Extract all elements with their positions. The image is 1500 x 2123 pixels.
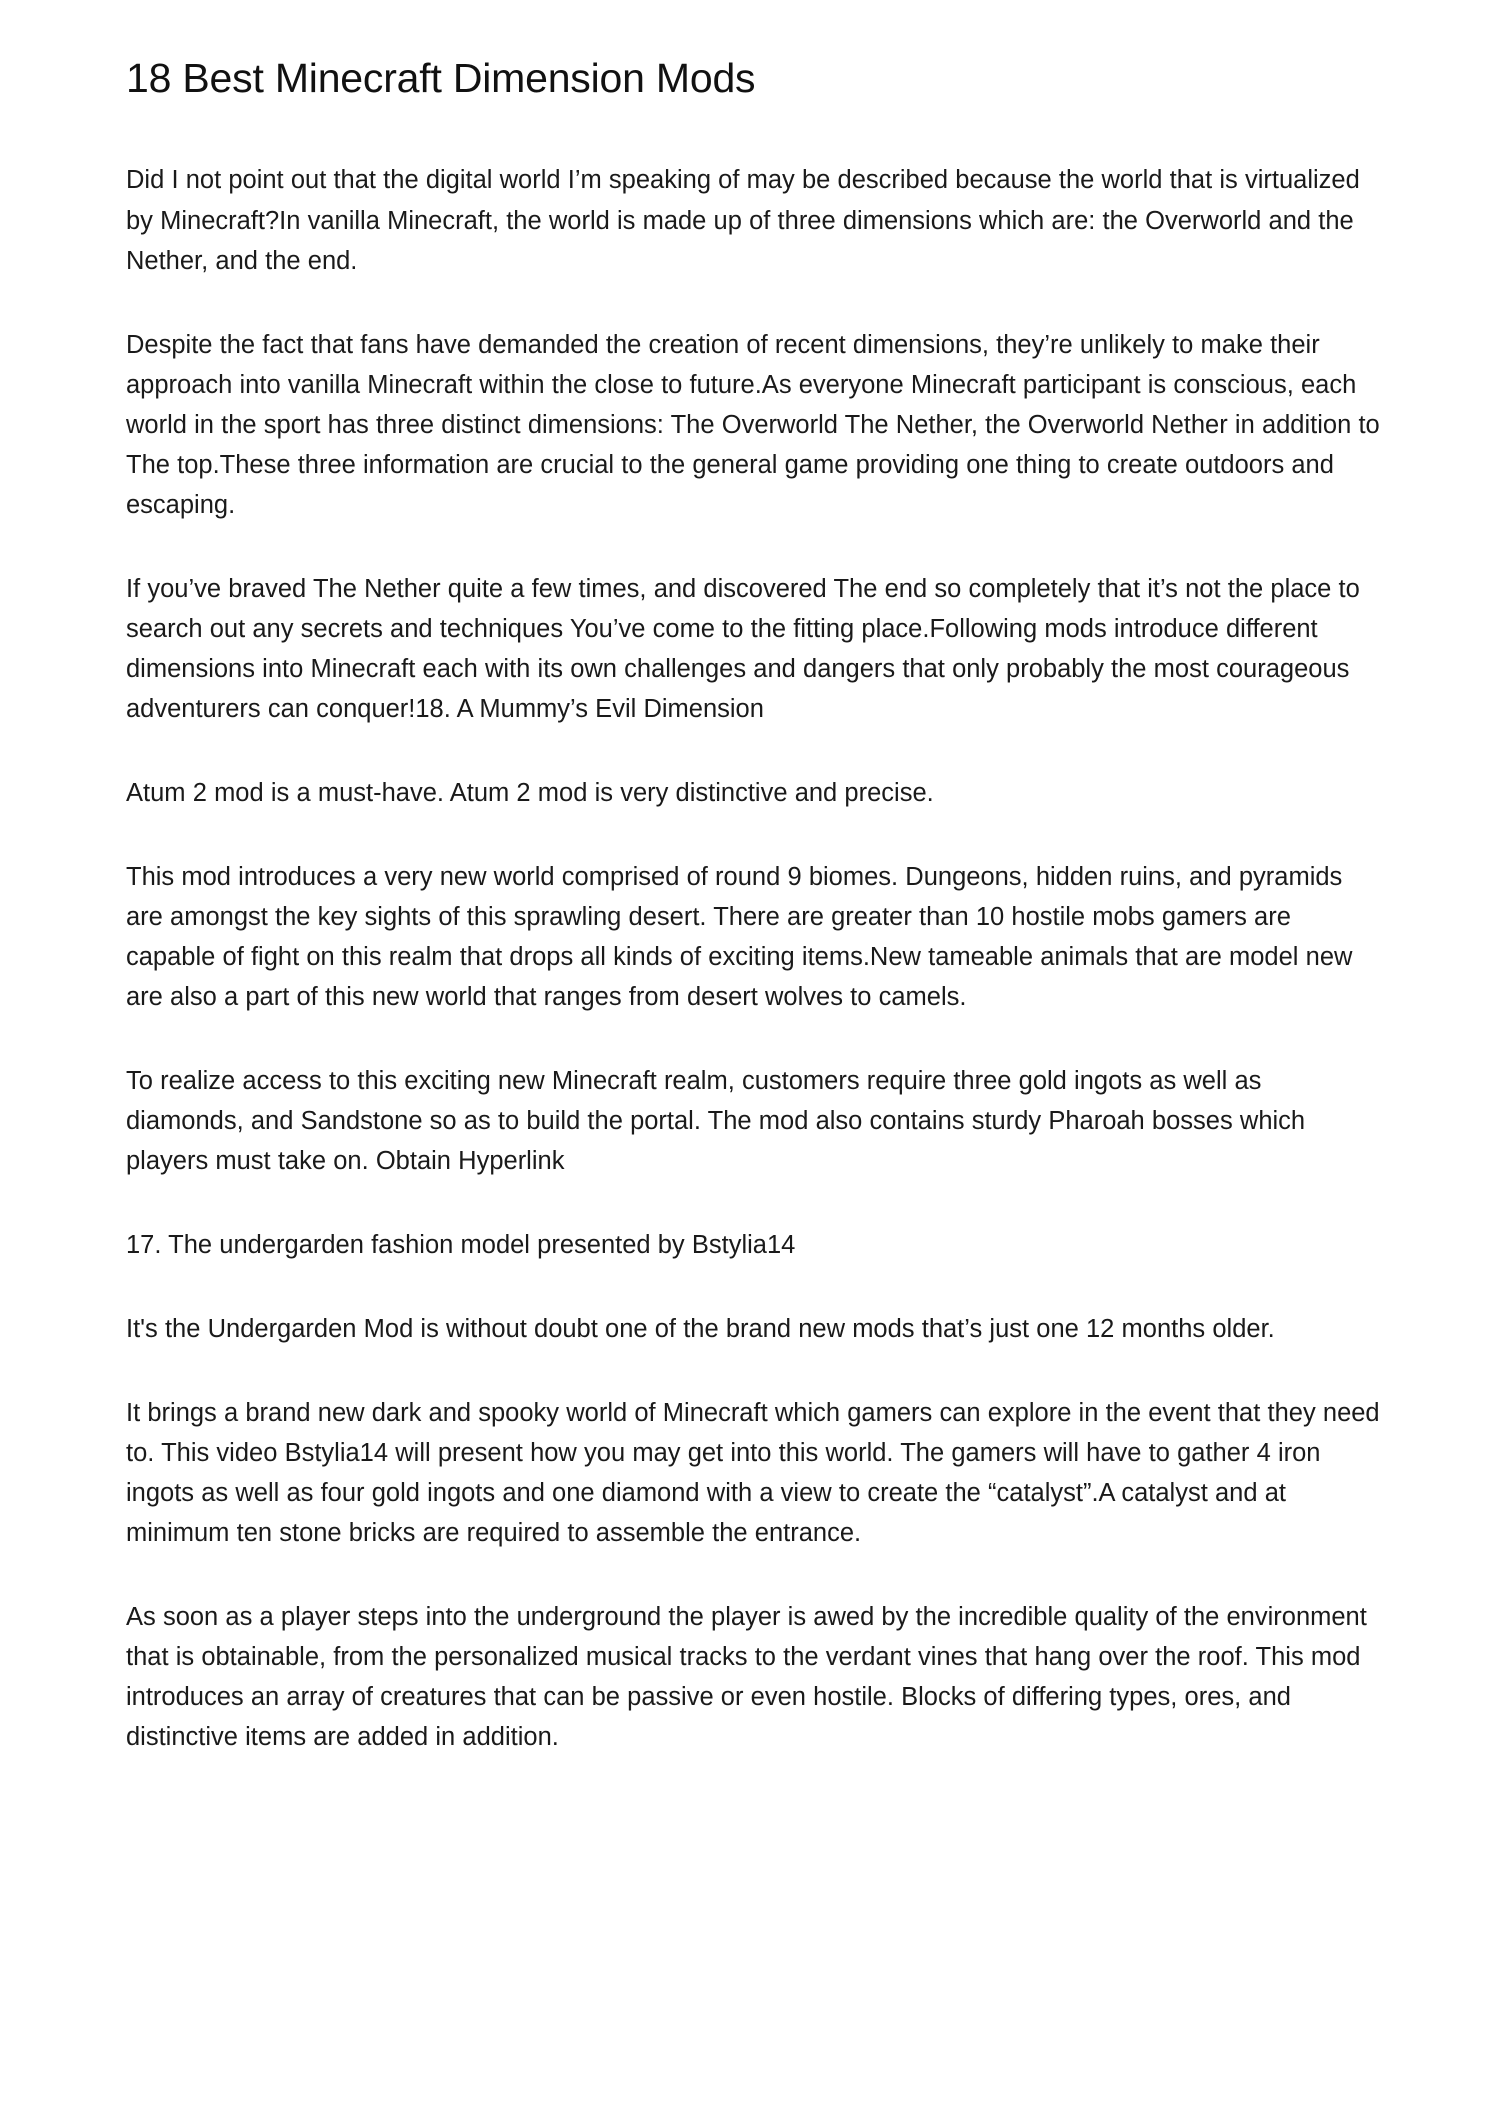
section-heading-17: 17. The undergarden fashion model presented by Bstylia14 xyxy=(126,1231,796,1260)
body-paragraph: Atum 2 mod is a must-have. Atum 2 mod is very distinctive and precise. xyxy=(126,778,934,807)
body-paragraph: If you’ve braved The Nether quite a few times, and discovered The end so completely that it’s not the place to search out any secrets and techniques You’ve come to the fitting place.Following mods introduce different dimensions into Minecraft each with its own challenges and dangers that only probably the most courageous adventurers can conquer!18. A Mummy’s Evil Dimension xyxy=(126,574,1360,723)
body-paragraph: To realize access to this exciting new Minecraft realm, customers require three gold ingots as well as diamonds, and Sandstone so as to build the portal. The mod also contains sturdy Pharoah bosses which players must take on. Obtain Hyperlink xyxy=(126,1067,1306,1176)
body-paragraph: As soon as a player steps into the underground the player is awed by the incredible quality of the environment that is obtainable, from the personalized musical tracks to the verdant vines that hang over the roof. This mod introduces an array of creatures that can be passive or even hostile. Blocks of differing types, ores, and distinctive items are added in addition. xyxy=(126,1603,1367,1752)
body-paragraph: Did I not point out that the digital world I’m speaking of may be described because the world that is virtualized by Minecraft?In vanilla Minecraft, the world is made up of three dimensions which are: the Overworld and the Nether, and the end. xyxy=(126,166,1360,275)
body-paragraph: This mod introduces a very new world comprised of round 9 biomes. Dungeons, hidden ruins, and pyramids are amongst the key sights of this sprawling desert. There are greater than 10 hostile mobs gamers are capable of fight on this realm that drops all kinds of exciting items.New tameable animals that are model new are also a part of this new world that ranges from desert wolves to camels. xyxy=(126,862,1353,1011)
page-title: 18 Best Minecraft Dimension Mods xyxy=(126,55,756,101)
body-paragraph: It's the Undergarden Mod is without doubt one of the brand new mods that’s just one 12 months older. xyxy=(126,1315,1275,1344)
body-paragraph: Despite the fact that fans have demanded the creation of recent dimensions, they’re unlikely to make their approach into vanilla Minecraft within the close to future.As everyone Minecraft participant is conscious, each world in the sport has three distinct dimensions: The Overworld The Nether, the Overworld Nether in addition to The top.These three information are crucial to the general game providing one thing to create outdoors and escaping. xyxy=(126,330,1380,519)
body-paragraph: It brings a brand new dark and spooky world of Minecraft which gamers can explore in the event that they need to. This video Bstylia14 will present how you may get into this world. The gamers will have to gather 4 iron ingots as well as four gold ingots and one diamond with a view to create the “catalyst”.A catalyst and at minimum ten stone bricks are required to assemble the entrance. xyxy=(126,1399,1380,1548)
